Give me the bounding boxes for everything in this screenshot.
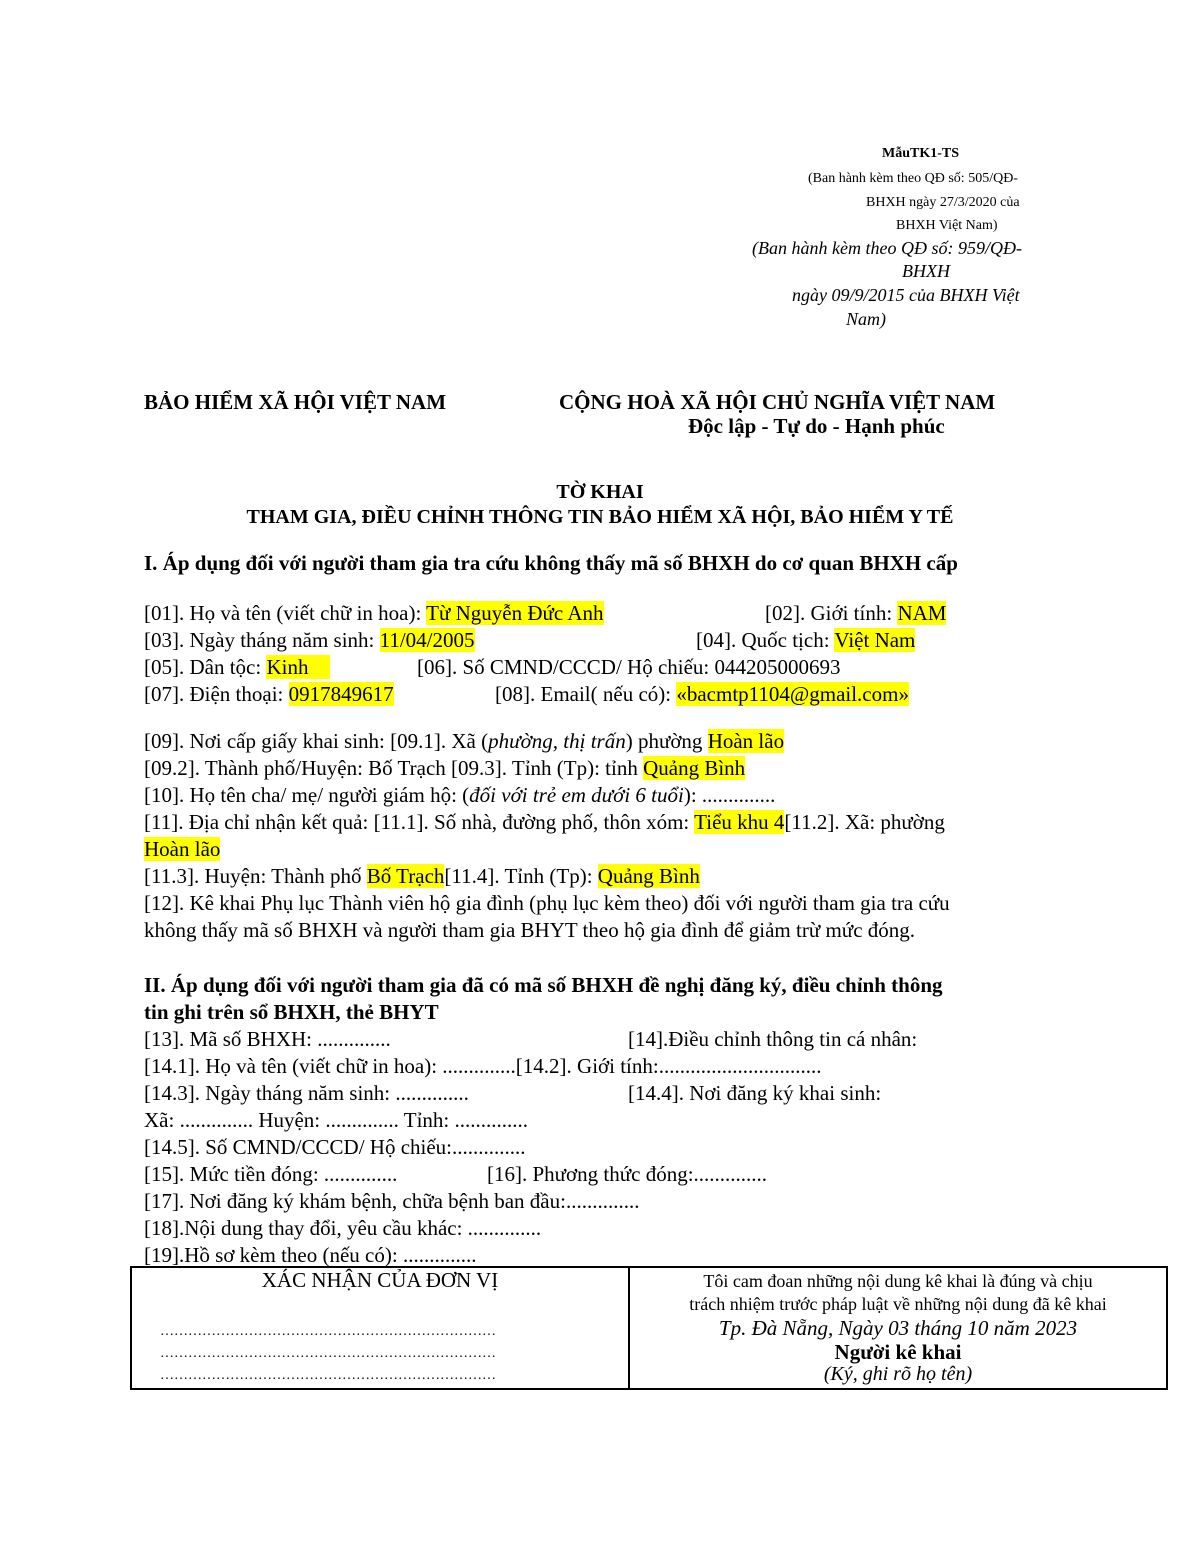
doc-subtitle: THAM GIA, ĐIỀU CHỈNH THÔNG TIN BẢO HIỂM XÃ HỘI, BẢO HIỂM Y TẾ bbox=[246, 506, 954, 528]
field-04-value: Việt Nam bbox=[834, 628, 916, 652]
field-11-3-value: Bố Trạch bbox=[366, 864, 445, 888]
confirmation-dots: ……………………………………………………………… bbox=[160, 1368, 496, 1383]
field-11-2-label: [11.2]. Xã: phường bbox=[784, 810, 945, 834]
doc-title: TỜ KHAI bbox=[556, 481, 644, 503]
field-11-2 bbox=[144, 837, 220, 862]
field-14: [14].Điều chỉnh thông tin cá nhân: bbox=[628, 1027, 918, 1051]
field-06-value: 044205000693 bbox=[714, 655, 841, 679]
section2-heading-cont: tin ghi trên sổ BHXH, thẻ BHYT bbox=[144, 1000, 439, 1024]
field-14-4: [14.4]. Nơi đăng ký khai sinh: bbox=[628, 1081, 882, 1105]
form-note-line: BHXH ngày 27/3/2020 của bbox=[866, 195, 1020, 210]
field-09-2-label: [09.2]. Thành phố/Huyện: Bố Trạch [09.3]. Tỉnh (Tp): tỉnh bbox=[144, 756, 638, 780]
field-04 bbox=[696, 628, 915, 653]
field-14-1: [14.1]. Họ và tên (viết chữ in hoa): ..............[14.2]. Giới tính:............................... bbox=[144, 1054, 822, 1078]
confirmation-dots: ……………………………………………………………… bbox=[160, 1324, 496, 1339]
field-05 bbox=[144, 655, 330, 680]
field-11-4-label: [11.4]. Tỉnh (Tp): bbox=[444, 864, 593, 888]
field-01-label: [01]. Họ và tên (viết chữ in hoa): bbox=[144, 601, 422, 625]
field-10-label: [10]. Họ tên cha/ mẹ/ người giám hộ: ( bbox=[144, 783, 470, 807]
field-14-3: [14.3]. Ngày tháng năm sinh: .............. bbox=[144, 1081, 469, 1105]
field-03-label: [03]. Ngày tháng năm sinh: bbox=[144, 628, 375, 652]
field-12-line2: không thấy mã số BHXH và người tham gia BHYT theo hộ gia đình để giảm trừ mức đóng. bbox=[144, 918, 916, 942]
field-09-2 bbox=[144, 756, 745, 781]
field-04-label: [04]. Quốc tịch: bbox=[696, 628, 830, 652]
form-note2-line: BHXH bbox=[902, 261, 950, 281]
field-03 bbox=[144, 628, 475, 653]
field-02-value: NAM bbox=[897, 601, 947, 625]
field-14-4-detail: Xã: .............. Huyện: .............. Tỉnh: .............. bbox=[144, 1108, 529, 1132]
field-11-3 bbox=[144, 864, 700, 889]
field-11-3-label: [11.3]. Huyện: Thành phố bbox=[144, 864, 362, 888]
form-note-line: (Ban hành kèm theo QĐ số: 505/QĐ- bbox=[808, 171, 1018, 186]
field-10-italic: đối với trẻ em dưới 6 tuổi bbox=[469, 783, 684, 807]
field-17: [17]. Nơi đăng ký khám bệnh, chữa bệnh ban đầu:.............. bbox=[144, 1189, 640, 1213]
nation-name: CỘNG HOÀ XÃ HỘI CHỦ NGHĨA VIỆT NAM bbox=[559, 390, 996, 414]
unit-confirmation-title: XÁC NHẬN CỦA ĐƠN VỊ bbox=[261, 1268, 499, 1292]
declaration-line: trách nhiệm trước pháp luật về những nội dung đã kê khai bbox=[689, 1294, 1107, 1314]
field-05-value: Kinh bbox=[266, 655, 330, 679]
declaration-line: Tôi cam đoan những nội dung kê khai là đúng và chịu bbox=[703, 1271, 1093, 1291]
field-15: [15]. Mức tiền đóng: .............. bbox=[144, 1162, 398, 1186]
field-14-5: [14.5]. Số CMND/CCCD/ Hộ chiếu:.............. bbox=[144, 1135, 526, 1159]
field-09-value: Hoàn lão bbox=[707, 729, 785, 753]
form-note2-line: Nam) bbox=[846, 309, 886, 329]
field-06 bbox=[417, 655, 841, 680]
field-09-3-value: Quảng Bình bbox=[643, 756, 746, 780]
field-09-label-tail: ) phường bbox=[625, 729, 703, 753]
field-08-label: [08]. Email( nếu có): bbox=[495, 682, 672, 706]
field-09-italic: phường, thị trấn bbox=[488, 729, 626, 753]
signer-note: (Ký, ghi rõ họ tên) bbox=[823, 1363, 973, 1385]
field-01 bbox=[144, 601, 604, 626]
field-18: [18].Nội dung thay đổi, yêu cầu khác: .............. bbox=[144, 1216, 542, 1240]
field-08-value: «bacmtp1104@gmail.com» bbox=[676, 682, 909, 706]
field-07 bbox=[144, 682, 394, 707]
field-06-label: [06]. Số CMND/CCCD/ Hộ chiếu: bbox=[417, 655, 710, 679]
field-11-4-value: Quảng Bình bbox=[597, 864, 700, 888]
field-07-value: 0917849617 bbox=[288, 682, 394, 706]
field-03-value: 11/04/2005 bbox=[379, 628, 475, 652]
field-11-label: [11]. Địa chỉ nhận kết quả: [11.1]. Số nhà, đường phố, thôn xóm: bbox=[144, 810, 690, 834]
form-note2-line: (Ban hành kèm theo QĐ số: 959/QĐ- bbox=[752, 238, 1022, 258]
confirmation-dots: ……………………………………………………………… bbox=[160, 1346, 496, 1361]
national-motto: Độc lập - Tự do - Hạnh phúc bbox=[688, 414, 945, 438]
field-02-label: [02]. Giới tính: bbox=[765, 601, 893, 625]
field-11-2-value: Hoàn lão bbox=[144, 837, 221, 861]
form-code: MẫuTK1-TS bbox=[882, 146, 960, 161]
form-note-line: BHXH Việt Nam) bbox=[896, 218, 998, 233]
form-note2-line: ngày 09/9/2015 của BHXH Việt bbox=[792, 285, 1020, 305]
field-09 bbox=[144, 729, 784, 754]
section2-heading: II. Áp dụng đối với người tham gia đã có mã số BHXH đề nghị đăng ký, điều chỉnh thông bbox=[144, 973, 943, 997]
field-16: [16]. Phương thức đóng:.............. bbox=[487, 1162, 768, 1186]
field-12-line1: [12]. Kê khai Phụ lục Thành viên hộ gia đình (phụ lục kèm theo) đối với người tham gia tra cứu bbox=[144, 891, 950, 915]
field-11-1-value: Tiểu khu 4 bbox=[694, 810, 785, 834]
field-13: [13]. Mã số BHXH: .............. bbox=[144, 1027, 391, 1051]
place-date: Tp. Đà Nẵng, Ngày 03 tháng 10 năm 2023 bbox=[718, 1316, 1078, 1340]
field-07-label: [07]. Điện thoại: bbox=[144, 682, 284, 706]
field-09-label: [09]. Nơi cấp giấy khai sinh: [09.1]. Xã ( bbox=[144, 729, 489, 753]
field-10-tail: ): .............. bbox=[683, 783, 776, 807]
field-02 bbox=[765, 601, 946, 626]
field-01-value: Từ Nguyễn Đức Anh bbox=[426, 601, 604, 625]
field-05-label: [05]. Dân tộc: bbox=[144, 655, 262, 679]
field-08 bbox=[495, 682, 909, 707]
section1-heading: I. Áp dụng đối với người tham gia tra cứu không thấy mã số BHXH do cơ quan BHXH cấp bbox=[144, 551, 958, 575]
field-11 bbox=[144, 810, 945, 835]
agency-name: BẢO HIỂM XÃ HỘI VIỆT NAM bbox=[144, 390, 447, 414]
field-19: [19].Hồ sơ kèm theo (nếu có): .............. bbox=[144, 1243, 477, 1267]
signer-title: Người kê khai bbox=[834, 1340, 962, 1364]
field-10 bbox=[144, 783, 775, 808]
